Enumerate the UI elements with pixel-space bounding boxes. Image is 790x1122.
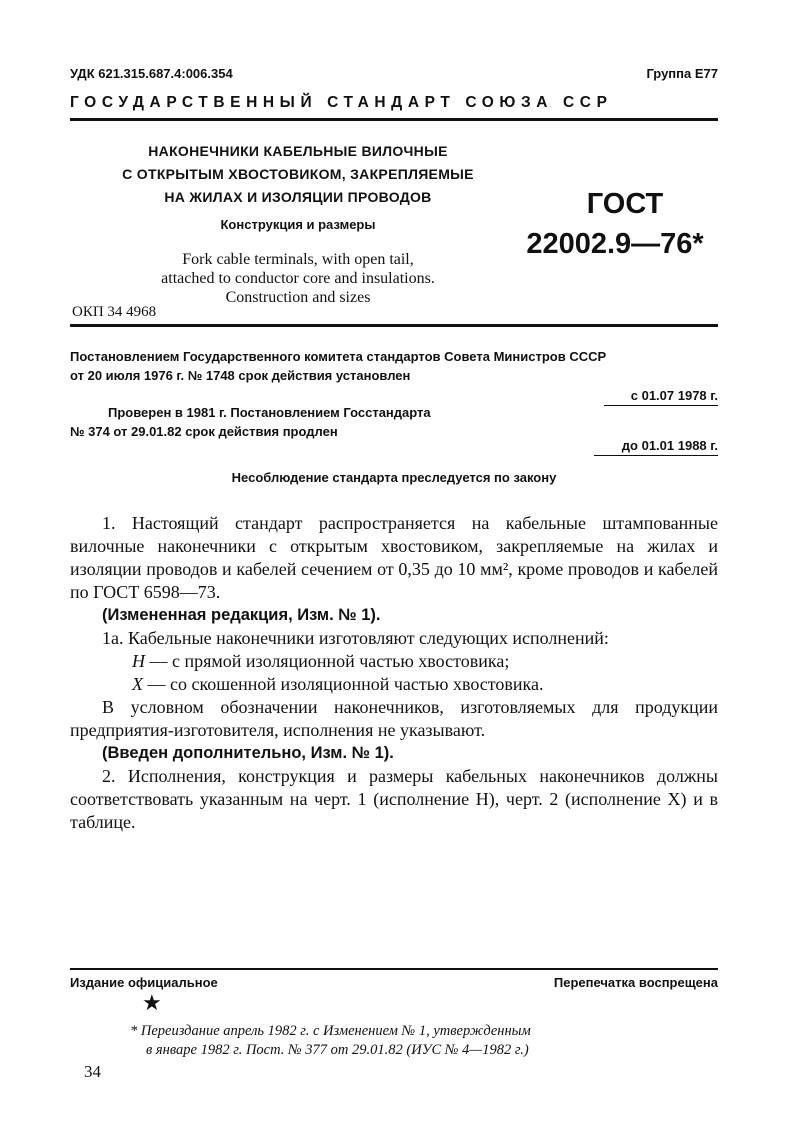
option-x-letter: Х xyxy=(132,674,143,694)
decree-text xyxy=(70,347,718,385)
title-block xyxy=(78,140,518,307)
effective-date: с 01.07 1978 г. xyxy=(630,388,718,403)
udk-code: УДК 621.315.687.4:006.354 xyxy=(70,66,233,81)
english-title-line-3: Construction and sizes xyxy=(225,289,371,306)
star-icon: ★ xyxy=(142,990,162,1015)
penalty-notice: Несоблюдение стандарта преследуется по закону xyxy=(231,470,557,485)
subtitle: Конструкция и размеры xyxy=(220,217,376,232)
option-h-letter: Н xyxy=(132,651,145,671)
footnote xyxy=(130,1022,690,1060)
decree-line-1: Постановлением Государственного комитета стандартов Совета Министров СССР xyxy=(70,349,607,364)
english-title xyxy=(78,250,518,307)
option-h-text: — с прямой изоляционной частью хвостовика; xyxy=(145,651,510,671)
okp-code: ОКП 34 4968 xyxy=(72,304,157,320)
option-h xyxy=(70,650,718,673)
option-x xyxy=(70,673,718,696)
paragraph-symbol: В условном обозначении наконечников, изготовляемых для продукции предприятия-изготовителя, исполнения не указывают. xyxy=(70,697,718,740)
okp-rule xyxy=(70,324,718,327)
title-line-3: НА ЖИЛАХ И ИЗОЛЯЦИИ ПРОВОДОВ xyxy=(164,189,432,205)
state-standard-heading: ГОСУДАРСТВЕННЫЙ СТАНДАРТ СОЮЗА ССР xyxy=(70,94,613,111)
extended-date: до 01.01 1988 г. xyxy=(621,438,718,453)
option-x-text: — со скошенной изоляционной частью хвостовика. xyxy=(143,674,544,694)
footnote-line-1: * Переиздание апрель 1982 г. с Изменением № 1, утвержденным xyxy=(130,1023,531,1039)
review-text xyxy=(70,403,718,441)
header-rule xyxy=(70,118,718,121)
footnote-line-2: в январе 1982 г. Пост. № 377 от 29.01.82 (ИУС № 4—1982 г.) xyxy=(146,1042,529,1058)
footer-rule xyxy=(70,968,718,970)
group-code: Группа Е77 xyxy=(646,66,718,81)
title-line-1: НАКОНЕЧНИКИ КАБЕЛЬНЫЕ ВИЛОЧНЫЕ xyxy=(148,143,448,159)
gost-number: 22002.9—76* xyxy=(526,228,704,260)
extended-date-underline xyxy=(594,455,718,456)
paragraph-1: 1. Настоящий стандарт распространяется на кабельные штампованные вилочные наконечники с открытым хвостовиком, закрепляемые на жилах и изоляции проводов и кабелей сечением от 0,35 до 10 мм², кроме проводов и кабелей по ГОСТ 6598—73. xyxy=(70,513,718,602)
title-line-2: С ОТКРЫТЫМ ХВОСТОВИКОМ, ЗАКРЕПЛЯЕМЫЕ xyxy=(122,166,474,182)
gost-label: ГОСТ xyxy=(586,188,664,220)
amendment-note-1: (Измененная редакция, Изм. № 1). xyxy=(102,606,381,624)
page-number: 34 xyxy=(84,1062,101,1081)
paragraph-2: 2. Исполнения, конструкция и размеры кабельных наконечников должны соответствовать указанным на черт. 1 (исполнение Н), черт. 2 (исполнение Х) и в таблице. xyxy=(70,766,718,832)
english-title-line-1: Fork cable terminals, with open tail, xyxy=(182,251,414,268)
official-edition-label: Издание официальное xyxy=(70,975,218,990)
reprint-prohibited-label: Перепечатка воспрещена xyxy=(553,975,718,990)
paragraph-1a: 1а. Кабельные наконечники изготовляют следующих исполнений: xyxy=(102,628,609,648)
review-line-2: № 374 от 29.01.82 срок действия продлен xyxy=(70,424,338,439)
amendment-note-2: (Введен дополнительно, Изм. № 1). xyxy=(102,744,394,762)
english-title-line-2: attached to conductor core and insulations. xyxy=(161,270,435,287)
decree-line-2: от 20 июля 1976 г. № 1748 срок действия установлен xyxy=(70,368,411,383)
body-text xyxy=(70,512,718,834)
review-line-1: Проверен в 1981 г. Постановлением Госстандарта xyxy=(108,405,431,420)
